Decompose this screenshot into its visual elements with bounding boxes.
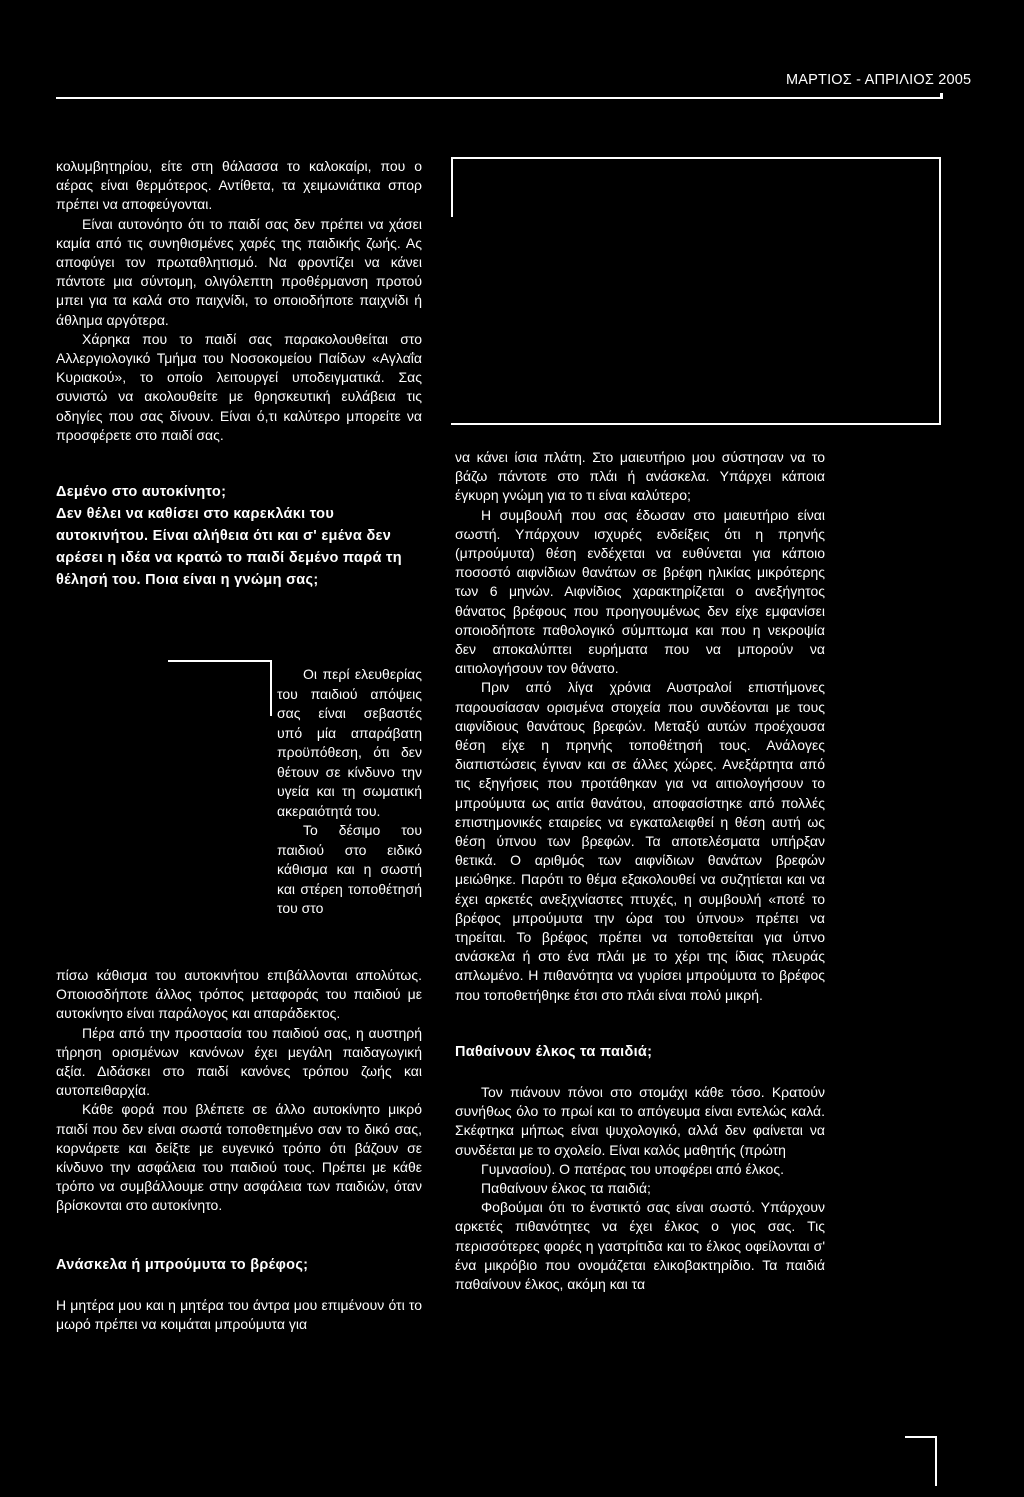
paragraph: Η συμβουλή που σας έδωσαν στο μαιευτήριο είναι σωστή. Υπάρχουν ισχυρές ενδείξεις ότι η πρηνής (μπρούμυτα) θέση ενδέχεται να ευθύνεται για κάποιο ποσοστό αιφνίδιων θανάτων σε βρέφη ηλικίας μικρότερης των 6 μηνών. Αιφνίδιος χαρακτηρίζεται ο ανεξήγητος θάνατος βρέφους που προηγουμένως δεν είχε εμφανίσει οποιοδήποτε παθολογικό σύμπτωμα και που η νεκροψία δεν αποκαλύπτει ευρήματα που να μπορούν να αιτιολογήσουν τον θάνατο.	[455, 506, 825, 677]
paragraph: κολυμβητηρίου, είτε στη θάλασσα το καλοκαίρι, που ο αέρας είναι θερμότερος. Αντίθετα, τα χειμωνιάτικα σπορ πρέπει να αποφεύγονται.	[56, 158, 422, 213]
question-body: Παθαίνουν έλκος τα παιδιά;	[481, 1179, 651, 1196]
frame-top	[451, 157, 941, 159]
question-heading: Παθαίνουν έλκος τα παιδιά;	[455, 1043, 653, 1060]
paragraph: Πέρα από την προστασία του παιδιού σας, η αυστηρή τήρηση ορισμένων κανόνων έχει μεγάλη παιδαγωγική αξία. Διδάσκει στο παιδί κανόνες τρόπου ζωής και αυτοπειθαρχία.	[56, 1024, 422, 1099]
frame-bottom	[451, 423, 941, 425]
question-body: Γυμνασίου). Ο πατέρας του υποφέρει από έλκος.	[481, 1160, 784, 1177]
paragraph: πίσω κάθισμα του αυτοκινήτου επιβάλλονται απολύτως. Οποιοσδήποτε άλλος τρόπος μεταφοράς του παιδιού με αυτοκίνητο είναι παράλογος και απαράδεκτος.	[56, 967, 422, 1022]
issue-date-header: ΜΑΡΤΙΟΣ - ΑΠΡΙΛΙΟΣ 2005	[786, 72, 972, 88]
pull-rule-horizontal	[168, 660, 272, 662]
corner-horizontal	[905, 1436, 937, 1438]
paragraph: Οι περί ελευθερίας του παιδιού απόψεις σας είναι σεβαστές υπό μία απαράβατη προϋπόθεση, ότι δεν θέτουν σε κίνδυνο την υγεία και τη σωματική ακεραιότητά του.	[277, 666, 422, 819]
corner-vertical	[935, 1436, 937, 1486]
pull-quote-rule	[168, 660, 272, 716]
question-heading: Ανάσκελα ή μπρούμυτα το βρέφος;	[56, 1256, 309, 1273]
image-frame	[451, 157, 941, 425]
paragraph: να κάνει ίσια πλάτη. Στο μαιευτήριο μου σύστησαν να το βάζω πάντοτε στο πλάι ή ανάσκελα. Υπάρχει κάποια έγκυρη γνώμη για το τι είναι καλύτερο;	[455, 449, 825, 504]
pull-rule-vertical	[270, 660, 272, 716]
narrow-column	[277, 665, 422, 919]
paragraph: Κάθε φορά που βλέπετε σε άλλο αυτοκίνητο μικρό παιδί που δεν είναι σωστά τοποθετημένο σαν το δικό σας, κορνάρετε και δείξτε με ευγενικό τρόπο ότι βάζουν σε κίνδυνο την ασφάλεια του παιδιού τους. Πρέπει με κάθε τρόπο να συμβάλλουμε στην ασφάλεια των παιδιών, όταν βρίσκονται στο αυτοκίνητο.	[56, 1101, 422, 1214]
paragraph: Το δέσιμο του παιδιού στο ειδικό κάθισμα και η σωστή και στέρεη τοποθέτησή του στο	[277, 822, 422, 916]
question-heading: Δεμένο στο αυτοκίνητο;	[56, 484, 227, 501]
corner-mark	[905, 1436, 937, 1486]
paragraph: Χάρηκα που το παιδί σας παρακολουθείται στο Αλλεργιολογικό Τμήμα του Νοσοκομείου Παίδων «Αγλαΐα Κυριακού», το οποίο λειτουργεί υποδειγματικά. Σας συνιστώ να ακολουθείτε με θρησκευτική ευλάβεια τις οδηγίες που σας δίνουν. Είναι ό,τι καλύτερο μπορείτε να προσφέρετε στο παιδί σας.	[56, 330, 422, 443]
left-column	[56, 157, 422, 591]
frame-left	[451, 157, 453, 217]
frame-right	[939, 157, 941, 425]
paragraph: Είναι αυτονόητο ότι το παιδί σας δεν πρέπει να χάσει καμία από τις συνηθισμένες χαρές της παιδικής ζωής. Ας αποφύγει τον πρωταθλητισμό. Να φροντίζει να κάνει πάντοτε μια σύντομη, ολιγόλεπτη προθέρμανση προτού μπει για τα καλά στο παιχνίδι, το οποιοδήποτε παιχνίδι ή άθλημα αργότερα.	[56, 215, 422, 328]
question-body: Δεν θέλει να καθίσει στο καρεκλάκι του αυτοκινήτου. Είναι αλήθεια ότι και σ' εμένα δεν αρέσει η ιδέα να κρατώ το παιδί δεμένο παρά τη θέλησή του. Ποια είναι η γνώμη σας;	[56, 506, 402, 589]
question-body: Η μητέρα μου και η μητέρα του άντρα μου επιμένουν ότι το μωρό πρέπει να κοιμάται μπρούμυτα για	[56, 1296, 422, 1332]
left-column-lower	[56, 966, 422, 1334]
right-column	[455, 448, 825, 1294]
question-body: Τον πιάνουν πόνοι στο στομάχι κάθε τόσο. Κρατούν συνήθως όλο το πρωί και το απόγευμα είναι εντελώς καλά. Σκέφτηκα μήπως είναι ψυχολογικό, αλλά δεν φαίνεται να συνδέεται με το σχολείο. Είναι καλός μαθητής (πρώτη	[455, 1083, 825, 1158]
paragraph: Πριν από λίγα χρόνια Αυστραλοί επιστήμονες παρουσίασαν ορισμένα στοιχεία που συνδέονται με τους αιφνίδιους θανάτους βρεφών. Μεταξύ αυτών προέχουσα θέση είχε η πρηνής τοποθέτησή τους. Ανάλογες διαπιστώσεις έγιναν και σε άλλες χώρες. Ανεξάρτητα από τις εξηγήσεις που προτάθηκαν για να αιτιολογήσουν το μπρούμυτα ως αιτία θανάτου, αποφασίστηκε από πολλές επιστημονικές εταιρείες να εγκαταλειφθεί η θέση αυτή ως θέση ύπνου των βρεφών. Τα αποτελέσματα υπήρξαν θετικά. Ο αριθμός των αιφνίδιων θανάτων βρεφών μειώθηκε. Παρότι το θέμα εξακολουθεί να συζητίεται και να έχει αρκετές ανεξιχνίαστες πτυχές, η συμβουλή «ποτέ το βρέφος μπρούμυτα την ώρα του ύπνου» πρέπει να τηρείται. Το βρέφος πρέπει να τοποθετείται για ύπνο ανάσκελα ή στο ένα πλάι με το χέρι της ίδιας πλευράς απλωμένο. Η πιθανότητα να γυρίσει μπρούμυτα το βρέφος που τοποθετήθηκε έτσι στο πλάι είναι πολύ μικρή.	[455, 679, 825, 1003]
top-rule	[56, 97, 943, 99]
paragraph: Φοβούμαι ότι το ένστικτό σας είναι σωστό. Υπάρχουν αρκετές πιθανότητες να έχει έλκος ο γιος σας. Τις περισσότερες φορές η γαστρίτιδα και το έλκος οφείλονται σ' ένα μικρόβιο που ονομάζεται ελικοβακτηρίδιο. Τα παιδιά παθαίνουν έλκος, ακόμη και τα	[455, 1199, 825, 1292]
